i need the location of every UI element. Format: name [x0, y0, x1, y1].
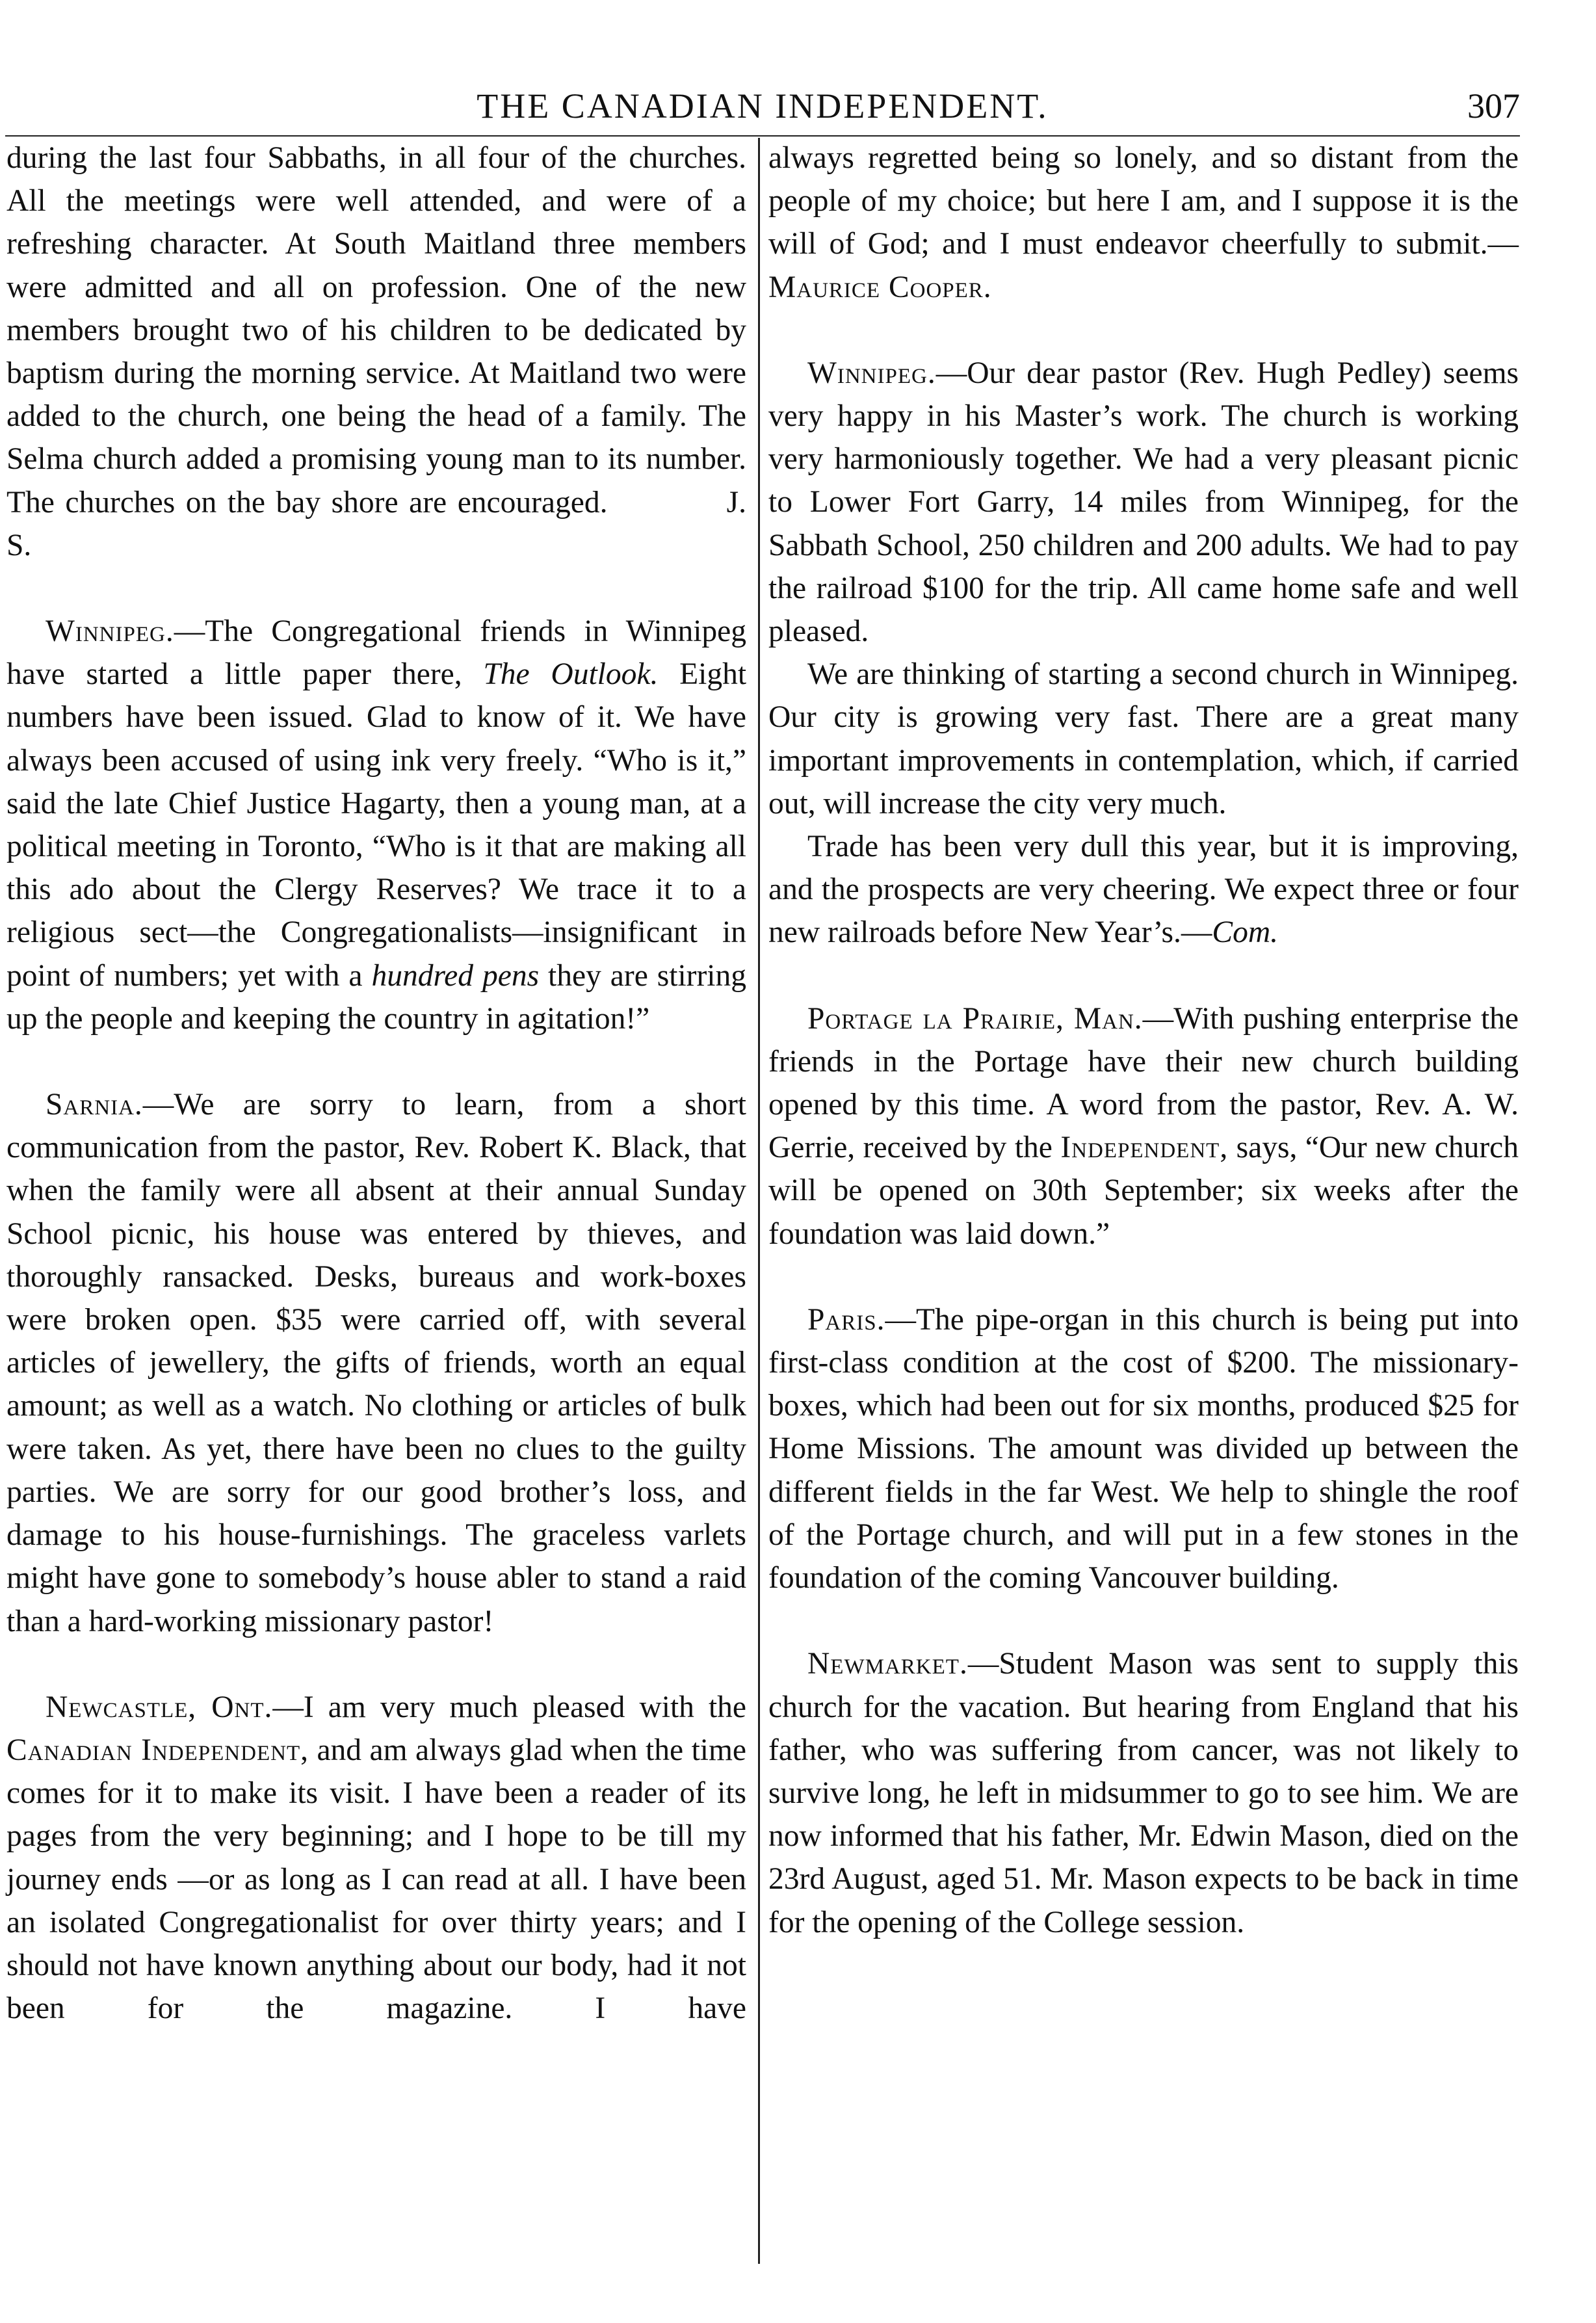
article-body: We are thinking of starting a second church in Winnipeg. Our city is growing very fast. There are a great many important improvements in contemplation, which, if carried out, will increase the city very much. — [768, 657, 1519, 820]
left-column — [7, 137, 746, 2030]
page-header — [5, 77, 1520, 135]
article-heading: Newmarket. — [807, 1647, 968, 1681]
article-heading: Sarnia. — [46, 1088, 143, 1122]
publication-title: THE CANADIAN INDEPENDENT. — [477, 86, 1049, 125]
article-body: —We are sorry to learn, from a short communication from the pastor, Rev. Robert K. Black, that when the family were all absent at their annual Sunday School picnic, his house was entered by thieves, and thoroughly ransacked. Desks, bureaus and work-boxes were broken open. $35 were carried off, with several articles of jewellery, the gifts of friends, worth an equal amount; as well as a watch. No clothing or articles of bulk were taken. As yet, there have been no clues to the guilty parties. We are sorry for our good brother’s loss, and damage to his house-furnishings. The graceless varlets might have gone to somebody’s house abler to stand a raid than a hard-working missionary pastor! — [7, 1088, 746, 1638]
article-body: always regretted being so lonely, and so distant from the people of my choice; but here I am, and I suppose it is the will of God; and I must endeavor cheerfully to submit.— — [768, 141, 1519, 261]
article-heading: Newcastle, Ont. — [46, 1690, 273, 1724]
article-portage — [768, 997, 1519, 1255]
article-body: Eight numbers have been issued. Glad to know of it. We have always been accused of using ink very freely. “Who is it,” said the late Chief Justice Hagarty, then a young man, at a political meeting in Toronto, “Who is it that are making all this ado about the Clergy Reserves? We trace it to a religious sect—the Congregationalists—insignificant in point of numbers; yet with a — [7, 657, 747, 993]
paper-title: Canadian Independent, — [7, 1733, 309, 1767]
article-body: they are stirring up the people and keeping the country in agitation!” — [7, 958, 746, 1036]
article-body: —I am very much pleased with the — [272, 1690, 746, 1724]
article-newcastle-continued — [768, 137, 1519, 309]
article-body: Trade has been very dull this year, but it is improving, and the prospects are very cheering. We expect three or four new railroads before New Year’s.— — [768, 830, 1519, 950]
article-winnipeg-outlook — [7, 610, 746, 1040]
article-sarnia — [7, 1083, 746, 1643]
article-newmarket — [768, 1642, 1519, 1943]
article-heading: Portage la Prairie, Man. — [807, 1001, 1143, 1036]
article-body: —Our dear pastor (Rev. Hugh Pedley) seems very happy in his Master’s work. The church is working very harmoniously together. We had a very pleasant picnic to Lower Fort Garry, 14 miles from Winnipeg, for the Sabbath School, 250 children and 200 adults. We had to pay the railroad $100 for the trip. All came home safe and well pleased. — [768, 356, 1519, 649]
right-column — [768, 137, 1519, 1944]
article-heading: Paris. — [807, 1302, 885, 1337]
article-heading: Winnipeg. — [807, 356, 936, 390]
article-signature: Com. — [1212, 915, 1279, 950]
page-number: 307 — [1467, 86, 1520, 125]
article-south-maitland — [7, 137, 746, 567]
article-winnipeg-pastor — [768, 352, 1519, 653]
article-body: —With pushing enterprise the friends in the Portage have their new church building opened by this time. A word from the pastor, Rev. A. W. Gerrie, received by the — [768, 1001, 1519, 1165]
article-heading: Winnipeg. — [46, 614, 174, 649]
column-divider — [758, 138, 760, 2264]
article-body: says, “Our new church will be opened on 30th September; six weeks after the foundation was laid down.” — [768, 1131, 1519, 1251]
article-body: —Student Mason was sent to supply this church for the vacation. But hearing from England that his father, who was suffering from cancer, was not likely to survive long, he left in midsummer to go to see him. We are now informed that his father, Mr. Edwin Mason, died on the 23rd August, aged 51. Mr. Mason expects to be back in time for the opening of the College session. — [768, 1647, 1519, 1939]
article-paragraph — [768, 653, 1519, 825]
article-newcastle — [7, 1686, 746, 2030]
article-signature: J. S. — [7, 485, 747, 562]
paper-title: Independent, — [1060, 1131, 1229, 1165]
article-paragraph — [768, 825, 1519, 954]
article-signature: Maurice Cooper. — [768, 270, 992, 304]
article-body: during the last four Sabbaths, in all four of the churches. All the meetings were well attended, and were of a refreshing character. At South Maitland three members were admitted and all on profession. One of the new members brought two of his children to be dedicated by baptism during the morning service. At Maitland two were added to the church, one being the head of a family. The Selma church added a promising young man to its number. The churches on the bay shore are encouraged. — [7, 141, 746, 519]
article-paris — [768, 1298, 1519, 1599]
article-body: —The Congregational friends in Winnipeg have started a little paper there, — [7, 614, 746, 692]
article-body: and am always glad when the time comes for it to make its visit. I have been a reader of its pages from the very beginning; and I hope to be till my journey ends —or as long as I can read at all. I have been an isolated Congregationalist for over thirty years; and I should not have known anything about our body, had it not been for the magazine. I have — [7, 1733, 746, 2026]
paper-title: The Outlook. — [483, 657, 659, 692]
emphasis-text: hundred pens — [371, 958, 540, 993]
article-body: —The pipe-organ in this church is being put into first-class condition at the cost of $200. The missionary-boxes, which had been out for six months, produced $25 for Home Missions. The amount was divided up between the different fields in the far West. We help to shingle the roof of the Portage church, and will put in a few stones in the foundation of the coming Vancouver building. — [768, 1302, 1519, 1595]
